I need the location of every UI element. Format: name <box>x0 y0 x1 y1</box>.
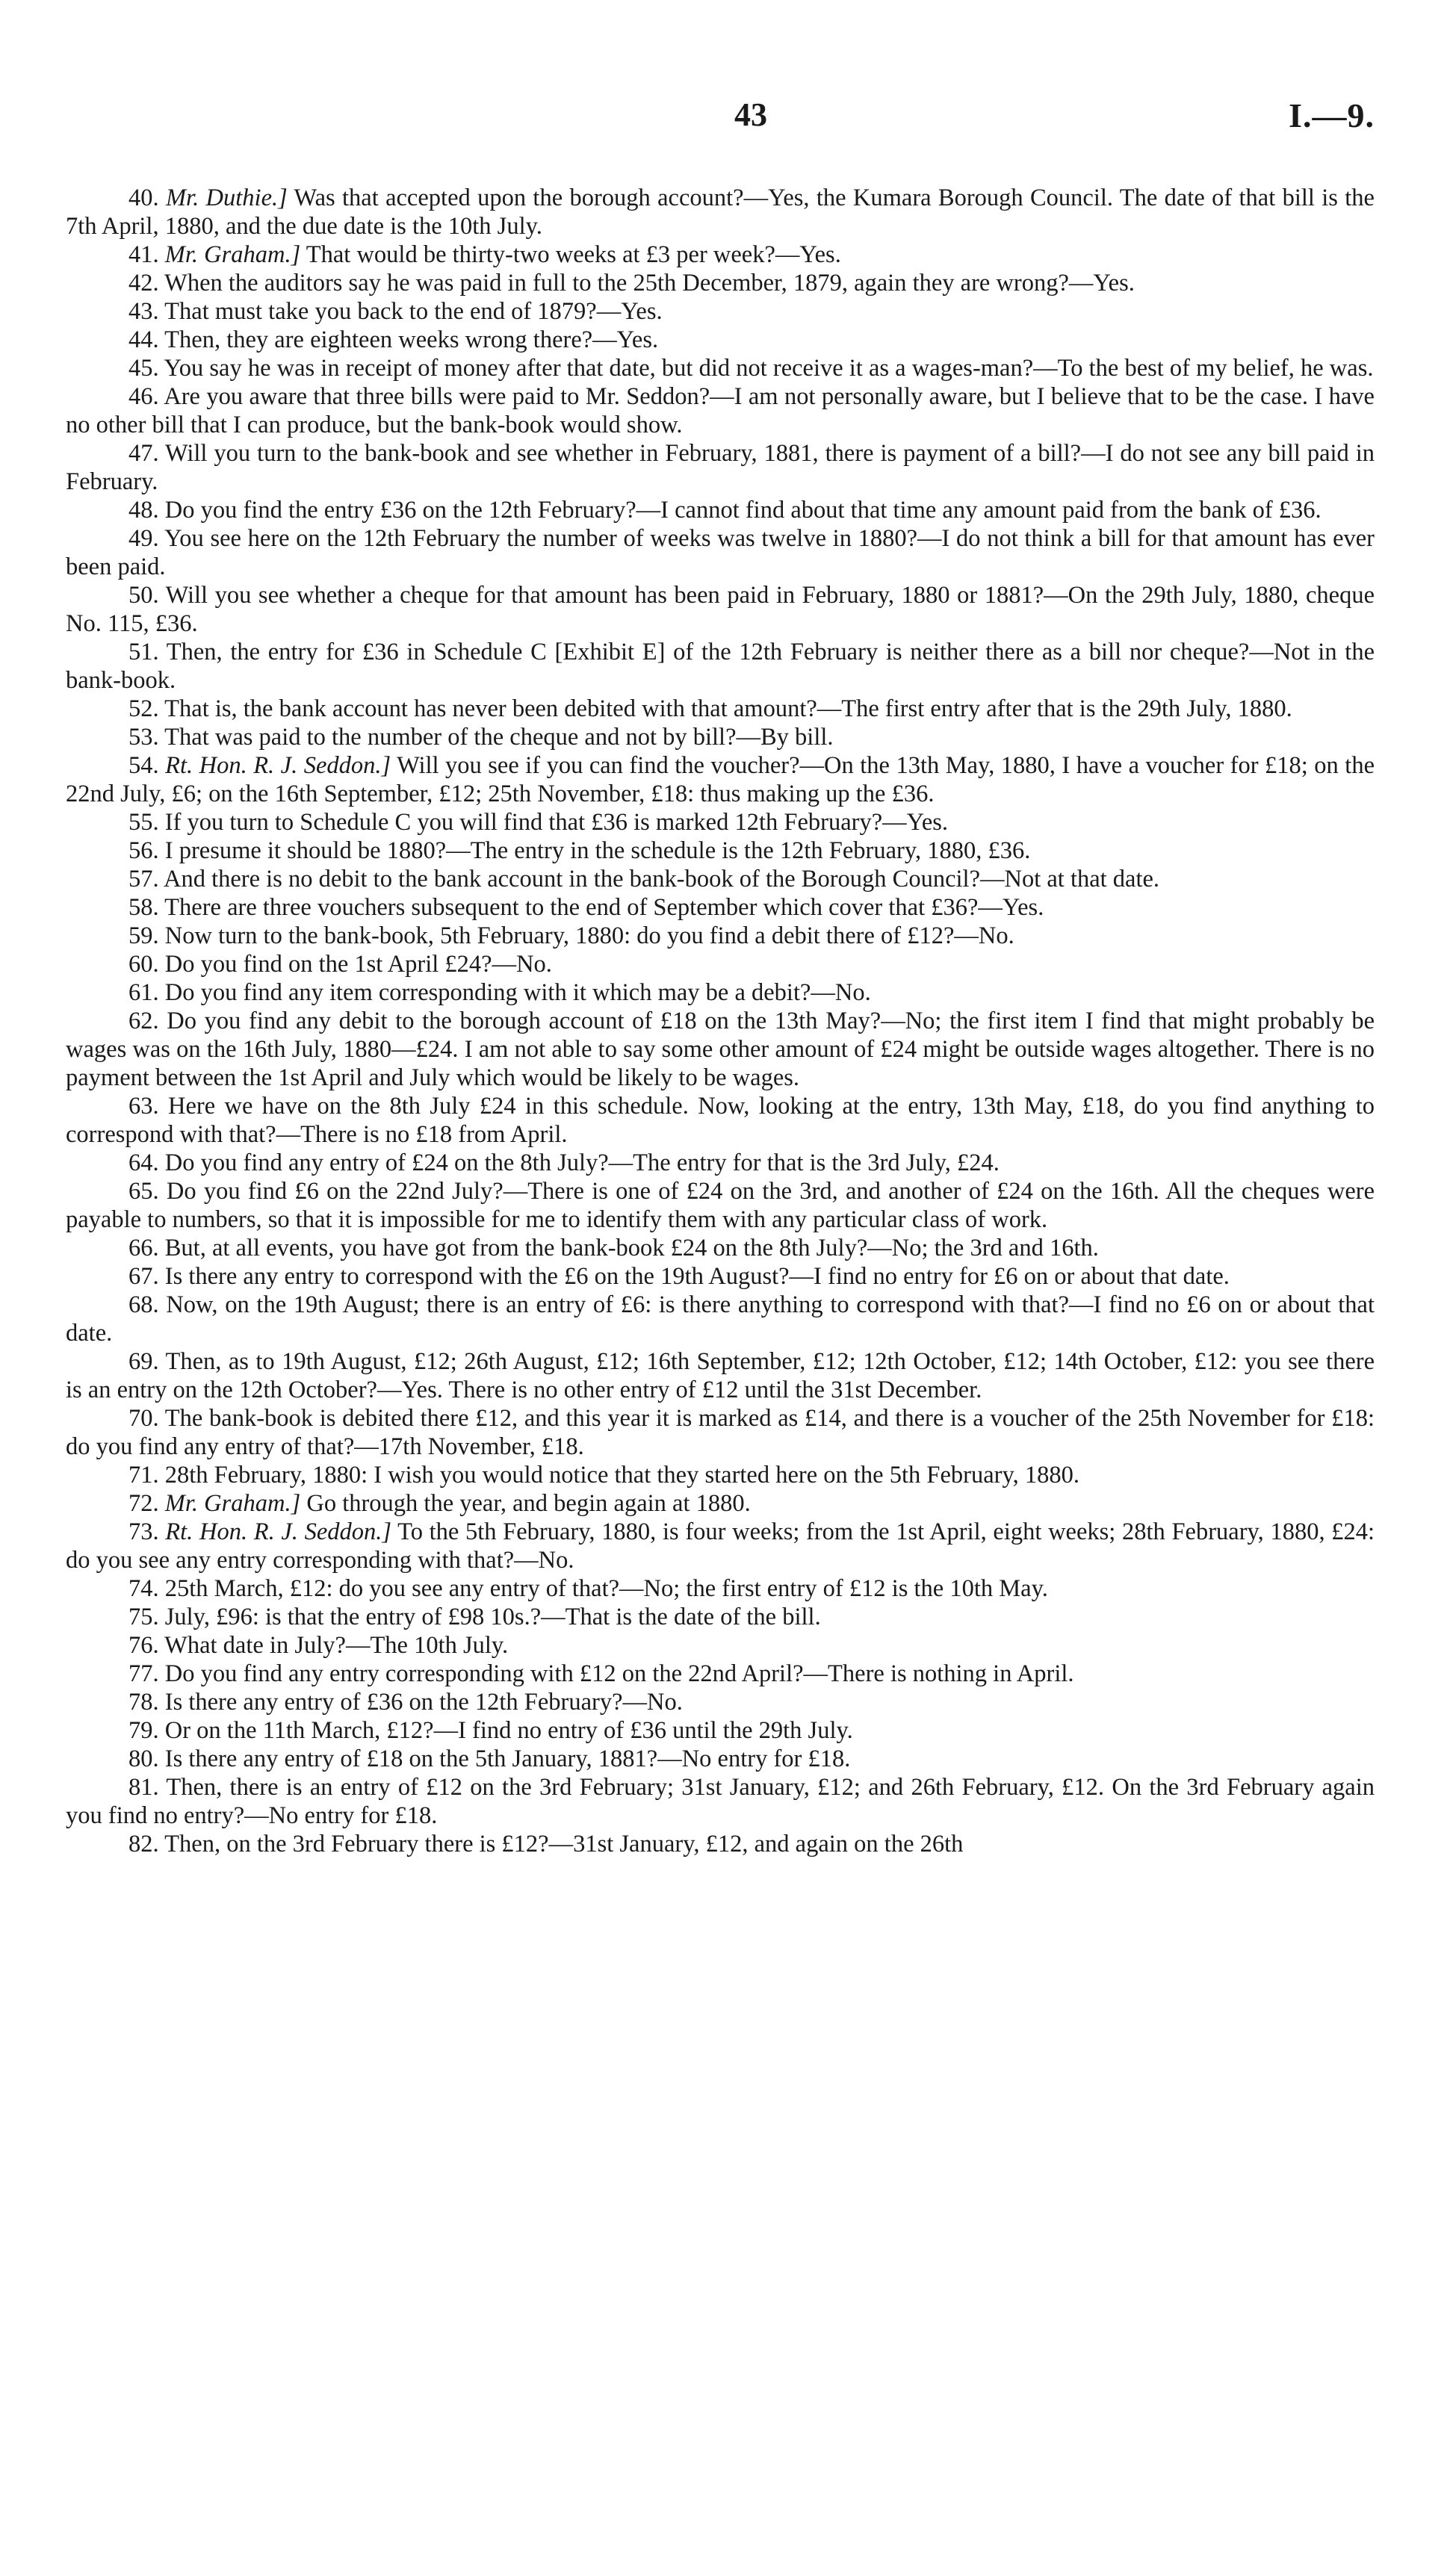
testimony-paragraph <box>66 269 1375 297</box>
question-number: 80. <box>128 1745 159 1772</box>
testimony-paragraph <box>66 1177 1375 1234</box>
question-number: 71. <box>128 1462 159 1489</box>
question-number: 44. <box>128 326 159 353</box>
paragraph-text: And there is no debit to the bank account in the bank-book of the Borough Council?—Not at that date. <box>163 866 1160 893</box>
question-number: 52. <box>128 695 159 722</box>
paragraph-text: Do you find the entry £36 on the 12th February?—I cannot find about that time any amount paid from the bank of £36. <box>164 497 1321 524</box>
testimony-paragraph <box>66 837 1375 865</box>
testimony-paragraph <box>66 1007 1375 1092</box>
question-number: 65. <box>128 1178 159 1205</box>
paragraph-text: Do you find any item corresponding with it which may be a debit?—No. <box>164 979 871 1006</box>
question-number: 64. <box>128 1149 159 1176</box>
paragraph-text: 28th February, 1880: I wish you would notice that they started here on the 5th February, 1880. <box>164 1462 1079 1489</box>
paragraph-text: Is there any entry to correspond with the £6 on the 19th August?—I find no entry for £6 on or about that date. <box>164 1263 1230 1290</box>
testimony-paragraph <box>66 723 1375 751</box>
paragraph-text: To the 5th February, 1880, is four weeks; from the 1st April, eight weeks; 28th February, 1880, £24: do you see any entry corresponding with that?—No. <box>66 1518 1375 1574</box>
testimony-paragraph <box>66 354 1375 382</box>
paragraph-text: July, £96: is that the entry of £98 10s.?—That is the date of the bill. <box>164 1604 821 1630</box>
paragraph-text: You say he was in receipt of money after that date, but did not receive it as a wages-man?—To the best of my belief, he was. <box>164 355 1374 382</box>
question-number: 70. <box>128 1405 159 1432</box>
question-number: 77. <box>128 1660 159 1687</box>
question-number: 60. <box>128 951 159 978</box>
paragraph-text: There are three vouchers subsequent to the end of September which cover that £36?—Yes. <box>164 894 1044 921</box>
question-number: 58. <box>128 894 159 921</box>
question-number: 41. <box>128 241 159 268</box>
paragraph-text: Will you see whether a cheque for that amount has been paid in February, 1880 or 1881?—On the 29th July, 1880, cheque No. 115, £36. <box>66 582 1375 637</box>
paragraph-text: Then, the entry for £36 in Schedule C [Exhibit E] of the 12th February is neither there as a bill nor cheque?—Not in the bank-book. <box>66 639 1375 694</box>
testimony-paragraph <box>66 439 1375 496</box>
paragraph-text: You see here on the 12th February the number of weeks was twelve in 1880?—I do not think a bill for that amount has ever been paid. <box>66 525 1375 580</box>
question-number: 68. <box>128 1291 159 1318</box>
question-number: 67. <box>128 1263 159 1290</box>
question-number: 47. <box>128 440 159 467</box>
question-number: 51. <box>128 639 159 665</box>
question-number: 62. <box>128 1008 159 1034</box>
paragraph-text: Go through the year, and begin again at 1880. <box>300 1490 751 1517</box>
testimony-paragraph <box>66 297 1375 326</box>
testimony-paragraph <box>66 978 1375 1007</box>
paragraph-text: That would be thirty-two weeks at £3 per week?—Yes. <box>300 241 841 268</box>
testimony-paragraph <box>66 1830 1375 1858</box>
question-number: 61. <box>128 979 159 1006</box>
paragraph-text: Do you find £6 on the 22nd July?—There is one of £24 on the 3rd, and another of £24 on the 16th. All the cheques were payable to numbers, so that it is impossible for me to identify them with any particular class of work. <box>66 1178 1375 1233</box>
question-number: 49. <box>128 525 159 552</box>
testimony-paragraph <box>66 326 1375 354</box>
paragraph-text: That must take you back to the end of 1879?—Yes. <box>164 298 663 325</box>
speaker-name: Mr. Graham.] <box>164 241 301 268</box>
paragraph-text: That was paid to the number of the cheque and not by bill?—By bill. <box>164 724 834 751</box>
question-number: 66. <box>128 1235 159 1261</box>
paragraph-text: Then, there is an entry of £12 on the 3rd February; 31st January, £12; and 26th February, £12. On the 3rd February again you find no entry?—No entry for £18. <box>66 1774 1375 1829</box>
testimony-paragraph <box>66 950 1375 978</box>
question-number: 79. <box>128 1717 159 1744</box>
testimony-paragraph <box>66 581 1375 638</box>
paragraph-text: The bank-book is debited there £12, and this year it is marked as £14, and there is a voucher of the 25th November for £18: do you find any entry of that?—17th November, £18. <box>66 1405 1375 1460</box>
testimony-paragraph <box>66 382 1375 439</box>
paragraph-text: 25th March, £12: do you see any entry of that?—No; the first entry of £12 is the 10th May. <box>164 1575 1048 1602</box>
testimony-paragraph <box>66 865 1375 893</box>
question-number: 50. <box>128 582 159 609</box>
question-number: 82. <box>128 1831 159 1857</box>
page-header <box>127 90 1375 134</box>
speaker-name: Mr. Duthie.] <box>165 184 288 211</box>
testimony-paragraph <box>66 524 1375 581</box>
question-number: 59. <box>128 922 159 949</box>
speaker-name: Rt. Hon. R. J. Seddon.] <box>165 1518 392 1545</box>
question-number: 40. <box>128 184 159 211</box>
paragraph-text: Do you find any debit to the borough account of £18 on the 13th May?—No; the first item I find that might probably be wages was on the 16th July, 1880—£24. I am not able to say some other amount of £24 might be outside wages altogether. There is no payment between the 1st April and July which would be likely to be wages. <box>66 1008 1375 1091</box>
question-number: 43. <box>128 298 159 325</box>
question-number: 81. <box>128 1774 159 1801</box>
question-number: 72. <box>128 1490 159 1517</box>
testimony-paragraph <box>66 240 1375 269</box>
testimony-paragraph <box>66 1603 1375 1631</box>
testimony-paragraph <box>66 184 1375 240</box>
testimony-paragraph <box>66 1660 1375 1688</box>
paragraph-text: Do you find any entry of £24 on the 8th July?—The entry for that is the 3rd July, £24. <box>164 1149 1000 1176</box>
testimony-paragraph <box>66 1291 1375 1347</box>
paragraph-text: That is, the bank account has never been debited with that amount?—The first entry after that is the 29th July, 1880. <box>164 695 1292 722</box>
testimony-paragraph <box>66 496 1375 524</box>
question-number: 46. <box>128 383 159 410</box>
question-number: 42. <box>128 270 159 297</box>
speaker-name: Mr. Graham.] <box>164 1490 301 1517</box>
question-number: 57. <box>128 866 159 893</box>
question-number: 78. <box>128 1689 159 1716</box>
testimony-paragraph <box>66 1234 1375 1262</box>
paragraph-text: Is there any entry of £18 on the 5th January, 1881?—No entry for £18. <box>164 1745 851 1772</box>
testimony-paragraph <box>66 751 1375 808</box>
paragraph-text: I presume it should be 1880?—The entry in the schedule is the 12th February, 1880, £36. <box>164 837 1031 864</box>
question-number: 53. <box>128 724 159 751</box>
paragraph-text: Do you find on the 1st April £24?—No. <box>164 951 552 978</box>
testimony-paragraph <box>66 1745 1375 1773</box>
testimony-paragraph <box>66 1149 1375 1177</box>
testimony-paragraph <box>66 1489 1375 1518</box>
speaker-name: Rt. Hon. R. J. Seddon.] <box>165 752 391 779</box>
testimony-paragraph <box>66 1631 1375 1660</box>
question-number: 56. <box>128 837 159 864</box>
testimony-paragraph <box>66 1092 1375 1149</box>
question-number: 54. <box>128 752 159 779</box>
paragraph-text: Then, on the 3rd February there is £12?—31st January, £12, and again on the 26th <box>164 1831 964 1857</box>
paragraph-text: Will you turn to the bank-book and see whether in February, 1881, there is payment of a bill?—I do not see any bill paid in February. <box>66 440 1375 495</box>
paragraph-text: Now turn to the bank-book, 5th February, 1880: do you find a debit there of £12?—No. <box>164 922 1014 949</box>
paragraph-text: If you turn to Schedule C you will find that £36 is marked 12th February?—Yes. <box>164 809 949 836</box>
question-number: 73. <box>128 1518 159 1545</box>
testimony-paragraph <box>66 1688 1375 1716</box>
paragraph-text: Or on the 11th March, £12?—I find no entry of £36 until the 29th July. <box>164 1717 853 1744</box>
testimony-paragraph <box>66 1262 1375 1291</box>
testimony-paragraph <box>66 1461 1375 1489</box>
question-number: 75. <box>128 1604 159 1630</box>
question-number: 48. <box>128 497 159 524</box>
paragraph-text: Do you find any entry corresponding with £12 on the 22nd April?—There is nothing in April. <box>164 1660 1074 1687</box>
paragraph-text: Then, as to 19th August, £12; 26th August, £12; 16th September, £12; 12th October, £12; 14th October, £12: you see there is an entry on the 12th October?—Yes. There is no other entry of £12 until the 31st December. <box>66 1348 1375 1403</box>
testimony-paragraph <box>66 638 1375 695</box>
testimony-paragraph <box>66 1404 1375 1461</box>
question-number: 55. <box>128 809 159 836</box>
document-body <box>66 184 1375 1858</box>
question-number: 63. <box>128 1093 159 1120</box>
question-number: 74. <box>128 1575 159 1602</box>
paragraph-text: Then, they are eighteen weeks wrong there?—Yes. <box>164 326 659 353</box>
paragraph-text: But, at all events, you have got from the bank-book £24 on the 8th July?—No; the 3rd and 16th. <box>164 1235 1099 1261</box>
testimony-paragraph <box>66 695 1375 723</box>
paragraph-text: Is there any entry of £36 on the 12th February?—No. <box>164 1689 683 1716</box>
testimony-paragraph <box>66 893 1375 922</box>
testimony-paragraph <box>66 1574 1375 1603</box>
paragraph-text: Will you see if you can find the voucher?—On the 13th May, 1880, I have a voucher for £18; on the 22nd July, £6; on the 16th September, £12; 25th November, £18: thus making up the £36. <box>66 752 1375 807</box>
testimony-paragraph <box>66 1773 1375 1830</box>
page-number: 43 <box>734 96 767 133</box>
question-number: 76. <box>128 1632 159 1659</box>
paragraph-text: What date in July?—The 10th July. <box>164 1632 509 1659</box>
paragraph-text: Was that accepted upon the borough account?—Yes, the Kumara Borough Council. The date of that bill is the 7th April, 1880, and the due date is the 10th July. <box>66 184 1375 240</box>
testimony-paragraph <box>66 1347 1375 1404</box>
paragraph-text: Here we have on the 8th July £24 in this schedule. Now, looking at the entry, 13th May, £18, do you find anything to correspond with that?—There is no £18 from April. <box>66 1093 1375 1148</box>
testimony-paragraph <box>66 1518 1375 1574</box>
paragraph-text: Are you aware that three bills were paid to Mr. Seddon?—I am not personally aware, but I believe that to be the case. I have no other bill that I can produce, but the bank-book would show. <box>66 383 1375 438</box>
testimony-paragraph <box>66 922 1375 950</box>
paper-reference: I.—9. <box>1289 96 1375 134</box>
testimony-paragraph <box>66 808 1375 837</box>
paragraph-text: When the auditors say he was paid in full to the 25th December, 1879, again they are wrong?—Yes. <box>164 270 1135 297</box>
testimony-paragraph <box>66 1716 1375 1745</box>
question-number: 69. <box>128 1348 159 1375</box>
paragraph-text: Now, on the 19th August; there is an entry of £6: is there anything to correspond with that?—I find no £6 on or about that date. <box>66 1291 1375 1347</box>
question-number: 45. <box>128 355 159 382</box>
